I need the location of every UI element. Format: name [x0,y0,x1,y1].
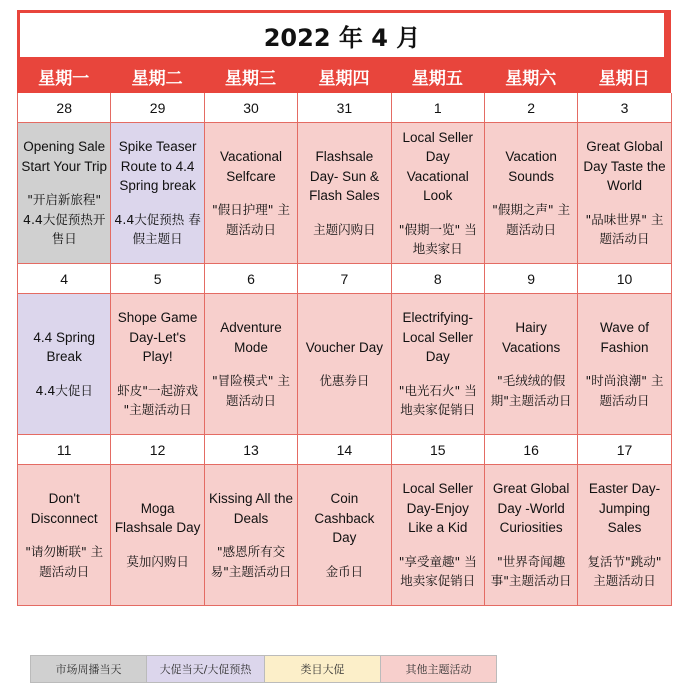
event-title-en: Hairy Vacations [502,320,561,355]
legend-item-market: 市场周播当天 [31,656,147,682]
date-cell: 17 [578,435,671,465]
date-cell: 1 [392,93,485,123]
event-cell [392,294,485,435]
event-title-cn: 金币日 [325,563,364,579]
event-title-cn: "享受童趣" 当地卖家促销日 [398,553,477,589]
calendar-grid [17,93,672,606]
event-title-cn: "请勿断联" 主题活动日 [25,544,104,579]
date-row [18,93,672,123]
event-title-en: Flashsale Day- Sun & Flash Sales [309,149,380,203]
event-title-cn: 复活节"跳动" 主题活动日 [587,553,662,589]
event-cell [485,123,578,264]
event-title-en: Coin Cashback Day [314,491,375,545]
event-cell [205,465,298,606]
date-cell: 13 [205,435,298,465]
date-cell: 7 [298,264,391,294]
date-row [18,264,672,294]
event-title-en: Easter Day-Jumping Sales [588,481,661,536]
event-title-cn: "冒险模式" 主题活动日 [211,373,290,408]
event-title-cn: 主题闪购日 [313,221,376,237]
date-cell: 29 [111,93,204,123]
event-title-en: Vacation Sounds [505,149,557,184]
event-title-en: Shope Game Day-Let's Play! [117,310,198,365]
event-title-en: Electrifying-Local Seller Day [402,310,474,365]
date-cell: 28 [18,93,111,123]
date-cell: 31 [298,93,391,123]
weekday-label: 星期三 [225,69,277,89]
event-cell [111,123,204,264]
event-cell [298,294,391,435]
event-title-en: Moga Flashsale Day [114,500,201,536]
weekday-header [17,60,671,93]
date-cell: 14 [298,435,391,465]
event-row [18,465,672,606]
date-cell: 15 [392,435,485,465]
event-title-cn: "毛绒绒的假期"主题活动日 [490,373,572,408]
legend-item-category: 类目大促 [265,656,381,682]
event-title-en: Great Global Day Taste the World [583,139,666,194]
event-title-en: Opening Sale Start Your Trip [21,139,107,174]
event-title-en: Local Seller Day-Enjoy Like a Kid [402,481,474,536]
weekday-label: 星期日 [598,69,650,89]
event-title-cn: "假日护理" 主题活动日 [211,202,290,237]
legend [30,655,497,683]
event-title-en: Kissing All the Deals [208,491,293,526]
date-cell: 5 [111,264,204,294]
event-title-cn: "世界奇闻趣事"主题活动日 [490,553,572,589]
date-row [18,435,672,465]
event-title-cn: 4.4大促日 [35,382,93,398]
date-cell: 16 [485,435,578,465]
event-title-cn: 4.4大促预热 春假主题日 [114,211,201,247]
weekday-label: 星期六 [505,69,557,89]
calendar-title: 2022 年 4 月 [20,13,664,57]
event-cell [392,123,485,264]
date-cell: 11 [18,435,111,465]
event-title-cn: "电光石火" 当地卖家促销日 [398,382,477,418]
event-cell [578,123,671,264]
date-cell: 12 [111,435,204,465]
event-cell [485,465,578,606]
event-cell [18,465,111,606]
event-title-en: Local Seller Day Vacational Look [402,129,474,203]
date-cell: 30 [205,93,298,123]
event-title-en: Don't Disconnect [30,491,98,526]
date-cell: 10 [578,264,671,294]
weekday-label: 星期四 [318,69,370,89]
event-cell [578,294,671,435]
event-cell [578,465,671,606]
legend-item-promo: 大促当天/大促预热 [147,656,265,682]
date-cell: 2 [485,93,578,123]
date-cell: 9 [485,264,578,294]
weekday-label: 星期五 [411,69,463,89]
event-cell [298,465,391,606]
event-title-cn: 虾皮"一起游戏 "主题活动日 [117,382,198,418]
event-title-cn: "开启新旅程" 4.4大促预热开售日 [23,192,106,247]
event-cell [205,294,298,435]
event-title-cn: "假期一览" 当地卖家日 [398,221,477,256]
legend-item-theme: 其他主题活动 [381,656,496,682]
event-title-en: Wave of Fashion [600,320,650,355]
event-title-en: Spike Teaser Route to 4.4 Spring break [118,139,197,194]
weekday-label: 星期二 [131,69,183,89]
event-title-en: Voucher Day [305,339,384,355]
date-cell: 4 [18,264,111,294]
event-cell [18,294,111,435]
event-row [18,123,672,264]
event-cell [205,123,298,264]
date-cell: 6 [205,264,298,294]
event-title-cn: "感恩所有交易"主题活动日 [210,544,292,579]
event-cell [392,465,485,606]
event-cell [485,294,578,435]
event-title-cn: 莫加闪购日 [126,553,189,569]
date-cell: 3 [578,93,671,123]
event-cell [111,465,204,606]
event-title-cn: "品味世界" 主题活动日 [585,211,664,247]
event-title-en: Great Global Day -World Curiosities [492,481,570,536]
event-title-en: Vacational Selfcare [219,149,282,184]
event-cell [18,123,111,264]
weekday-label: 星期一 [38,69,90,89]
event-title-cn: 优惠券日 [319,373,370,388]
event-title-en: 4.4 Spring Break [33,329,95,365]
event-title-cn: "假期之声" 主题活动日 [492,202,571,237]
event-cell [111,294,204,435]
date-cell: 8 [392,264,485,294]
event-title-en: Adventure Mode [220,320,282,355]
event-row [18,294,672,435]
event-cell [298,123,391,264]
event-title-cn: "时尚浪潮" 主题活动日 [585,373,664,408]
